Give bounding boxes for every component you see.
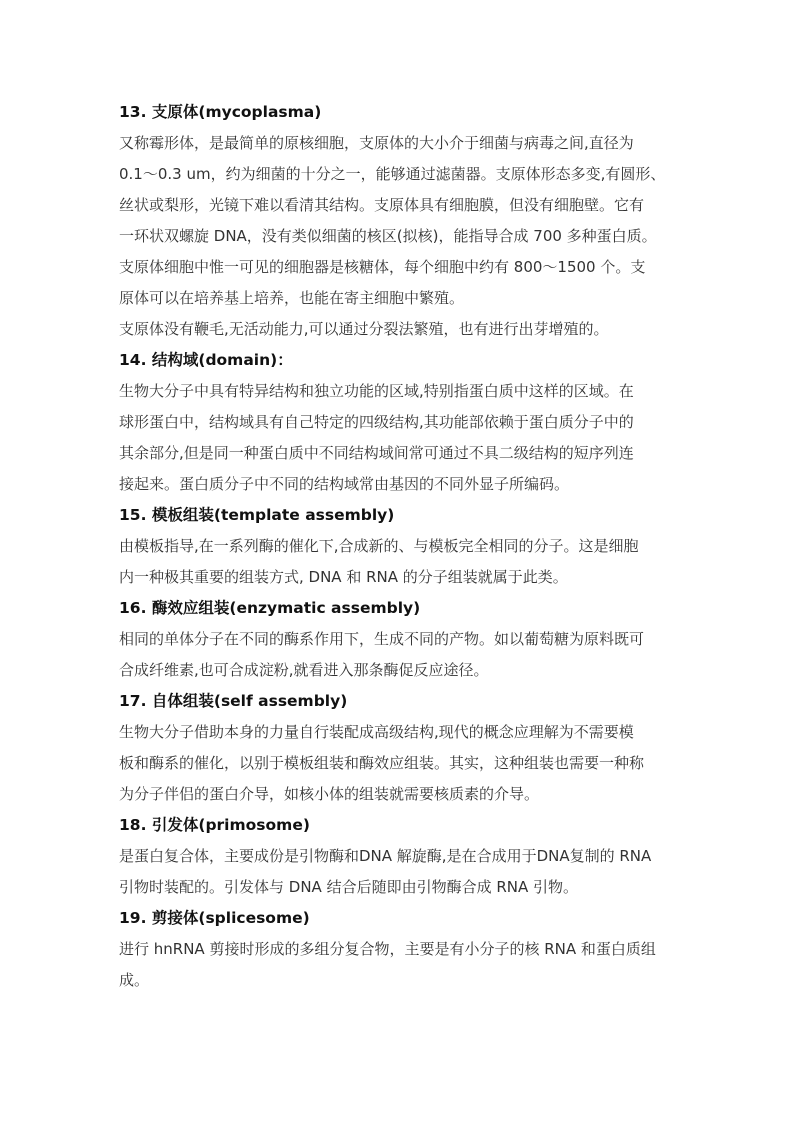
paragraph-line: 球形蛋白中，结构域具有自己特定的四级结构,其功能部依赖于蛋白质分子中的 (119, 413, 634, 431)
paragraph-line: 相同的单体分子在不同的酶系作用下，生成不同的产物。如以葡萄糖为原料既可 (119, 630, 645, 648)
paragraph-line: 由模板指导,在一系列酶的催化下,合成新的、与模板完全相同的分子。这是细胞 (119, 537, 639, 555)
document-body (119, 97, 694, 996)
paragraph-line: 生物大分子中具有特异结构和独立功能的区域,特别指蛋白质中这样的区域。在 (119, 382, 634, 400)
paragraph-line: 引物时装配的。引发体与 DNA 结合后随即由引物酶合成 RNA 引物。 (119, 878, 579, 896)
section-15 (119, 500, 694, 593)
section-17 (119, 686, 694, 810)
paragraph-line: 支原体细胞中惟一可见的细胞器是核糖体，每个细胞中约有 800～1500 个。支 (119, 258, 646, 276)
paragraph-line: 进行 hnRNA 剪接时形成的多组分复合物，主要是有小分子的核 RNA 和蛋白质组 (119, 940, 656, 958)
paragraph-line: 内一种极其重要的组装方式, DNA 和 RNA 的分子组装就属于此类。 (119, 568, 568, 586)
paragraph-line: 0.1～0.3 um，约为细菌的十分之一，能够通过滤菌器。支原体形态多变,有圆形、 (119, 165, 666, 183)
paragraph-line: 原体可以在培养基上培养，也能在寄主细胞中繁殖。 (119, 289, 465, 307)
paragraph-line: 合成纤维素,也可合成淀粉,就看进入那条酶促反应途径。 (119, 661, 489, 679)
section-heading: 13. 支原体(mycoplasma) (119, 103, 322, 121)
paragraph-line: 又称霉形体，是最简单的原核细胞，支原体的大小介于细菌与病毒之间,直径为 (119, 134, 634, 152)
paragraph-line: 生物大分子借助本身的力量自行装配成高级结构,现代的概念应理解为不需要模 (119, 723, 634, 741)
section-heading: 19. 剪接体(splicesome) (119, 909, 310, 927)
paragraph-line: 是蛋白复合体，主要成份是引物酶和DNA 解旋酶,是在合成用于DNA复制的 RNA (119, 847, 652, 865)
section-14 (119, 345, 694, 500)
paragraph-line: 其余部分,但是同一种蛋白质中不同结构域间常可通过不具二级结构的短序列连 (119, 444, 634, 462)
section-heading: 15. 模板组装(template assembly) (119, 506, 395, 524)
paragraph-line: 丝状或梨形，光镜下难以看清其结构。支原体具有细胞膜，但没有细胞壁。它有 (119, 196, 645, 214)
section-heading: 16. 酶效应组装(enzymatic assembly) (119, 599, 421, 617)
section-19 (119, 903, 694, 996)
section-13 (119, 97, 694, 345)
section-16 (119, 593, 694, 686)
section-heading: 18. 引发体(primosome) (119, 816, 310, 834)
paragraph-line: 支原体没有鞭毛,无活动能力,可以通过分裂法繁殖，也有进行出芽增殖的。 (119, 320, 609, 338)
section-heading: 14. 结构域(domain)： (119, 351, 293, 369)
paragraph-line: 成。 (119, 971, 150, 989)
section-heading: 17. 自体组装(self assembly) (119, 692, 348, 710)
paragraph-line: 为分子伴侣的蛋白介导，如核小体的组装就需要核质素的介导。 (119, 785, 540, 803)
paragraph-line: 接起来。蛋白质分子中不同的结构域常由基因的不同外显子所编码。 (119, 475, 570, 493)
section-18 (119, 810, 694, 903)
paragraph-line: 板和酶系的催化，以别于模板组装和酶效应组装。其实，这种组装也需要一种称 (119, 754, 645, 772)
paragraph-line: 一环状双螺旋 DNA，没有类似细菌的核区(拟核)，能指导合成 700 多种蛋白质。 (119, 227, 657, 245)
